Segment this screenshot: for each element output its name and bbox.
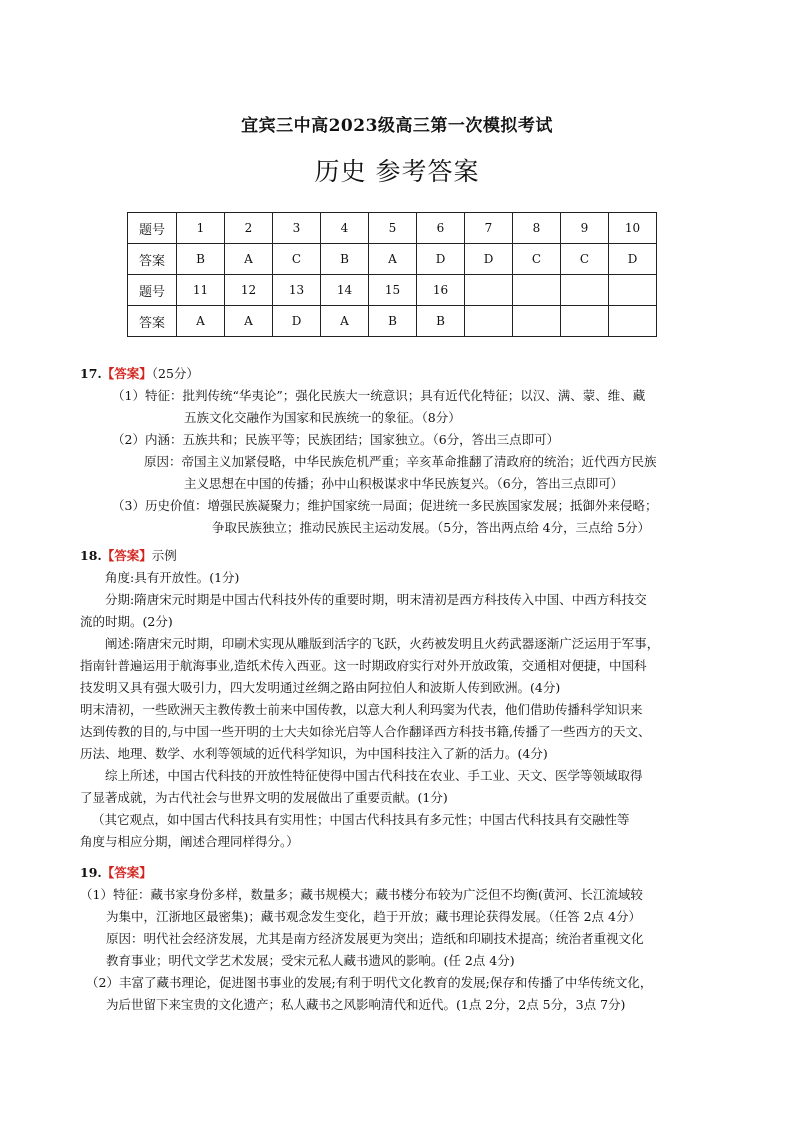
answer-line: （1）特征：批判传统“华夷论”；强化民族大一统意识；具有近代化特征；以汉、满、蒙、维、藏: [112, 388, 646, 403]
question-17: [80, 363, 720, 539]
question-heading: [80, 545, 720, 567]
answer-line: 主义思想在中国的传播；孙中山积极谋求中华民族复兴。（6分，答出三点即可）: [184, 476, 624, 491]
table-cell: C: [513, 244, 561, 275]
table-cell: 7: [465, 213, 513, 244]
table-cell: [561, 275, 609, 306]
answer-line: 为后世留下来宝贵的文化遗产；私人藏书之风影响清代和近代。(1点 2分，2点 5分，3点 7分): [106, 997, 626, 1012]
answer-line: 角度:具有开放性。(1分): [105, 570, 240, 585]
answer-line: 综上所述，中国古代科技的开放性特征使得中国古代科技在农业、手工业、天文、医学等领域取得: [105, 768, 643, 783]
table-cell: A: [177, 306, 225, 337]
table-row: [128, 244, 657, 275]
answer-line: （其它观点，如中国古代科技具有实用性；中国古代科技具有多元性；中国古代科技具有交融性等: [92, 812, 630, 827]
table-cell: 2: [225, 213, 273, 244]
answer-line: （2）丰富了藏书理论，促进图书事业的发展;有利于明代文化教育的发展;保存和传播了中华传统文化，: [86, 975, 653, 990]
table-cell: C: [561, 244, 609, 275]
answer-line: 分期:隋唐宋元时期是中国古代科技外传的重要时期，明末清初是西方科技传入中国、中西方科技交: [105, 592, 647, 607]
table-cell: A: [369, 244, 417, 275]
table-cell: [513, 306, 561, 337]
answer-line: 五族文化交融作为国家和民族统一的象征。（8分）: [184, 410, 461, 425]
table-cell: 6: [417, 213, 465, 244]
table-cell: [609, 306, 657, 337]
table-cell: 15: [369, 275, 417, 306]
question-19: [80, 862, 720, 1016]
answer-tag: 【答案】: [101, 865, 152, 880]
answer-line: 争取民族独立；推动民族民主运动发展。（5分，答出两点给 4分，三点给 5分）: [212, 520, 651, 535]
answer-line: 明末清初，一些欧洲天主教传教士前来中国传教，以意大利人利玛窦为代表，他们借助传播科学知识来: [80, 702, 643, 717]
answer-tag: 【答案】: [101, 366, 152, 381]
question-number: 18.: [80, 548, 102, 563]
row-header: 答案: [128, 244, 177, 275]
answer-line: 指南针普遍运用于航海事业,造纸术传入西亚。这一时期政府实行对外开放政策，交通相对便捷，中国科: [80, 658, 647, 673]
question-heading: [80, 862, 720, 884]
table-cell: D: [273, 306, 321, 337]
row-header: 题号: [128, 213, 177, 244]
answer-line: 教育事业；明代文学艺术发展；受宋元私人藏书遗风的影响。(任 2点 4分): [106, 953, 515, 968]
question-heading: [80, 363, 720, 385]
table-cell: C: [273, 244, 321, 275]
question-number: 19.: [80, 865, 102, 880]
question-number: 17.: [80, 366, 102, 381]
table-cell: [609, 275, 657, 306]
table-cell: A: [225, 244, 273, 275]
table-cell: 12: [225, 275, 273, 306]
table-cell: 14: [321, 275, 369, 306]
heading-suffix: 示例: [151, 548, 177, 563]
table-cell: 4: [321, 213, 369, 244]
table-cell: B: [177, 244, 225, 275]
table-cell: D: [417, 244, 465, 275]
table-cell: 11: [177, 275, 225, 306]
table-cell: 16: [417, 275, 465, 306]
table-cell: 5: [369, 213, 417, 244]
table-cell: B: [321, 244, 369, 275]
table-cell: [465, 275, 513, 306]
table-cell: B: [369, 306, 417, 337]
table-cell: 10: [609, 213, 657, 244]
table-cell: [561, 306, 609, 337]
table-cell: 13: [273, 275, 321, 306]
table-cell: B: [417, 306, 465, 337]
answer-line: 了显著成就，为古代社会与世界文明的发展做出了重要贡献。(1分): [80, 790, 448, 805]
answer-line: （3）历史价值：增强民族凝聚力；维护国家统一局面；促进统一多民族国家发展；抵御外来侵略；: [112, 498, 658, 513]
table-cell: D: [609, 244, 657, 275]
answer-line: 角度与相应分期，阐述合理同样得分。）: [80, 834, 299, 849]
answer-line: （2）内涵：五族共和；民族平等；民族团结；国家独立。（6分，答出三点即可）: [112, 432, 560, 447]
table-cell: [465, 306, 513, 337]
answer-line: 为集中，江浙地区最密集)；藏书观念发生变化，趋于开放；藏书理论获得发展。（任答 2点 4分）: [106, 909, 641, 924]
answer-line: 原因：明代社会经济发展，尤其是南方经济发展更为突出；造纸和印刷技术提高；统治者重视文化: [106, 931, 644, 946]
answer-line: （1）特征：藏书家身份多样，数量多；藏书规模大；藏书楼分布较为广泛但不均衡(黄河、长江流域较: [80, 887, 643, 902]
table-row: [128, 213, 657, 244]
table-row: [128, 275, 657, 306]
table-cell: 3: [273, 213, 321, 244]
row-header: 答案: [128, 306, 177, 337]
exam-title: 宜宾三中高2023级高三第一次模拟考试: [241, 116, 553, 136]
table-cell: 8: [513, 213, 561, 244]
table-cell: D: [465, 244, 513, 275]
table-row: [128, 306, 657, 337]
row-header: 题号: [128, 275, 177, 306]
answer-tag: 【答案】: [101, 548, 152, 563]
table-cell: 1: [177, 213, 225, 244]
table-cell: 9: [561, 213, 609, 244]
answer-line: 阐述:隋唐宋元时期，印刷术实现从雕版到活字的飞跃，火药被发明且火药武器逐渐广泛运用于军事，: [105, 636, 660, 651]
answer-line: 达到传教的目的,与中国一些开明的士大夫如徐光启等人合作翻译西方科技书籍,传播了一些西方的天文、: [80, 724, 651, 739]
table-cell: A: [225, 306, 273, 337]
answer-line: 历法、地理、数学、水利等领域的近代科学知识，为中国科技注入了新的活力。(4分): [80, 746, 548, 761]
table-cell: A: [321, 306, 369, 337]
table-cell: [513, 275, 561, 306]
answer-table: [127, 212, 657, 337]
answer-line: 原因：帝国主义加紧侵略，中华民族危机严重；辛亥革命推翻了清政府的统治；近代西方民族: [144, 454, 657, 469]
score-note: （25分）: [151, 366, 199, 381]
answer-line: 流的时期。(2分): [80, 614, 173, 629]
question-18: [80, 545, 720, 853]
page-subtitle: 历史 参考答案: [314, 157, 480, 186]
answer-line: 技发明又具有强大吸引力，四大发明通过丝绸之路由阿拉伯人和波斯人传到欧洲。(4分): [80, 680, 561, 695]
